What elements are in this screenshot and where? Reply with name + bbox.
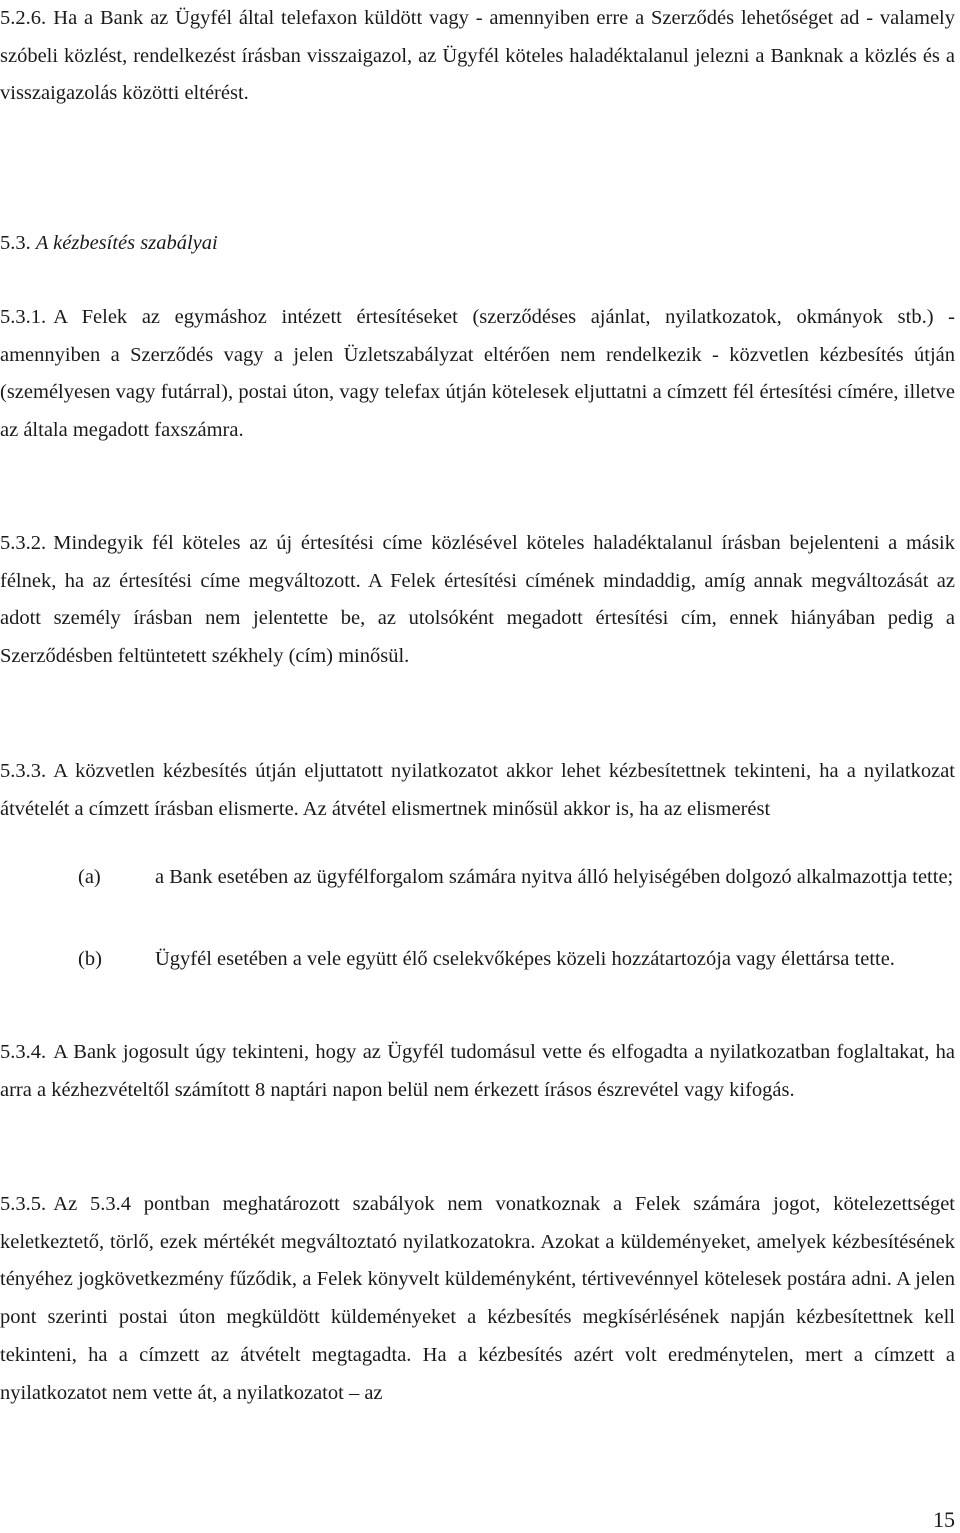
section-5-2-6 — [0, 0, 955, 113]
section-text: Mindegyik fél köteles az új értesítési címe közlésével köteles haladéktalanul írásban bejelenteni a másik félnek, ha az értesítési címe megváltozott. A Felek értesítési címének mindaddig, amíg annak megváltozását az adott személy írásban nem jelentette be, az utolsóként megadott értesítési cím, ennek hiányában pedig a Szerződésben feltüntetett székhely (cím) minősül. — [0, 532, 955, 668]
section-5-3-3 — [0, 753, 955, 828]
list-item-text: a Bank esetében az ügyfélforgalom számára nyitva álló helyiségében dolgozó alkalmazottja tette; — [155, 866, 954, 888]
section-5-3-5 — [0, 1186, 955, 1412]
section-number: 5.2.6. — [0, 7, 47, 29]
section-text: Az 5.3.4 pontban meghatározott szabályok nem vonatkoznak a Felek számára jogot, kötelezettséget keletkeztető, törlő, ezek mértékét megváltoztató nyilatkozatokra. Azokat a küldeményeket, amelyek kézbesítésének tényéhez jogkövetkezmény fűződik, a Felek könyvelt küldeményként, tértivevénnyel kötelesek postára adni. A jelen pont szerinti postai úton megküldött küldeményeket a kézbesítés megkísérlésének napján kézbesítettnek kell tekinteni, ha a címzett az átvételt megtagadta. Ha a kézbesítés azért volt eredménytelen, mert a címzett a nyilatkozatot nem vette át, a nyilatkozatot – az — [0, 1193, 955, 1404]
list-item-label: (b) — [78, 948, 102, 970]
section-number: 5.3. — [0, 232, 31, 254]
list-item-a — [78, 862, 956, 893]
list-item-b — [78, 944, 956, 975]
section-5-3-2 — [0, 525, 955, 676]
section-number: 5.3.2. — [0, 532, 47, 554]
section-title: A kézbesítés szabályai — [35, 232, 218, 254]
section-number: 5.3.5. — [0, 1193, 47, 1215]
list-item-label: (a) — [78, 866, 101, 888]
section-text: A közvetlen kézbesítés útján eljuttatott nyilatkozatot akkor lehet kézbesítettnek tekinteni, ha a nyilatkozat átvételét a címzett írásban elismerte. Az átvétel elismertnek minősül akkor is, ha az elismerést — [0, 760, 955, 820]
section-number: 5.3.1. — [0, 306, 47, 328]
section-5-3-1 — [0, 299, 955, 450]
page-number: 15 — [933, 1507, 955, 1532]
section-number: 5.3.3. — [0, 760, 47, 782]
section-heading-5-3 — [0, 225, 218, 263]
section-number: 5.3.4. — [0, 1041, 47, 1063]
list-item-text: Ügyfél esetében a vele együtt élő cselekvőképes közeli hozzátartozója vagy élettársa tette. — [155, 948, 895, 970]
section-text: Ha a Bank az Ügyfél által telefaxon küldött vagy - amennyiben erre a Szerződés lehetőséget ad - valamely szóbeli közlést, rendelkezést írásban visszaigazol, az Ügyfél köteles haladéktalanul jelezni a Banknak a közlés és a visszaigazolás közötti eltérést. — [0, 7, 955, 105]
section-text: A Felek az egymáshoz intézett értesítéseket (szerződéses ajánlat, nyilatkozatok, okmányok stb.) - amennyiben a Szerződés vagy a jelen Üzletszabályzat eltérően nem rendelkezik - közvetlen kézbesítés útján (személyesen vagy futárral), postai úton, vagy telefax útján kötelesek eljuttatni a címzett fél értesítési címére, illetve az általa megadott faxszámra. — [0, 306, 955, 442]
section-text: A Bank jogosult úgy tekinteni, hogy az Ügyfél tudomásul vette és elfogadta a nyilatkozatban foglaltakat, ha arra a kézhezvételtől számított 8 naptári napon belül nem érkezett írásos észrevétel vagy kifogás. — [0, 1041, 955, 1101]
section-5-3-4 — [0, 1034, 955, 1109]
